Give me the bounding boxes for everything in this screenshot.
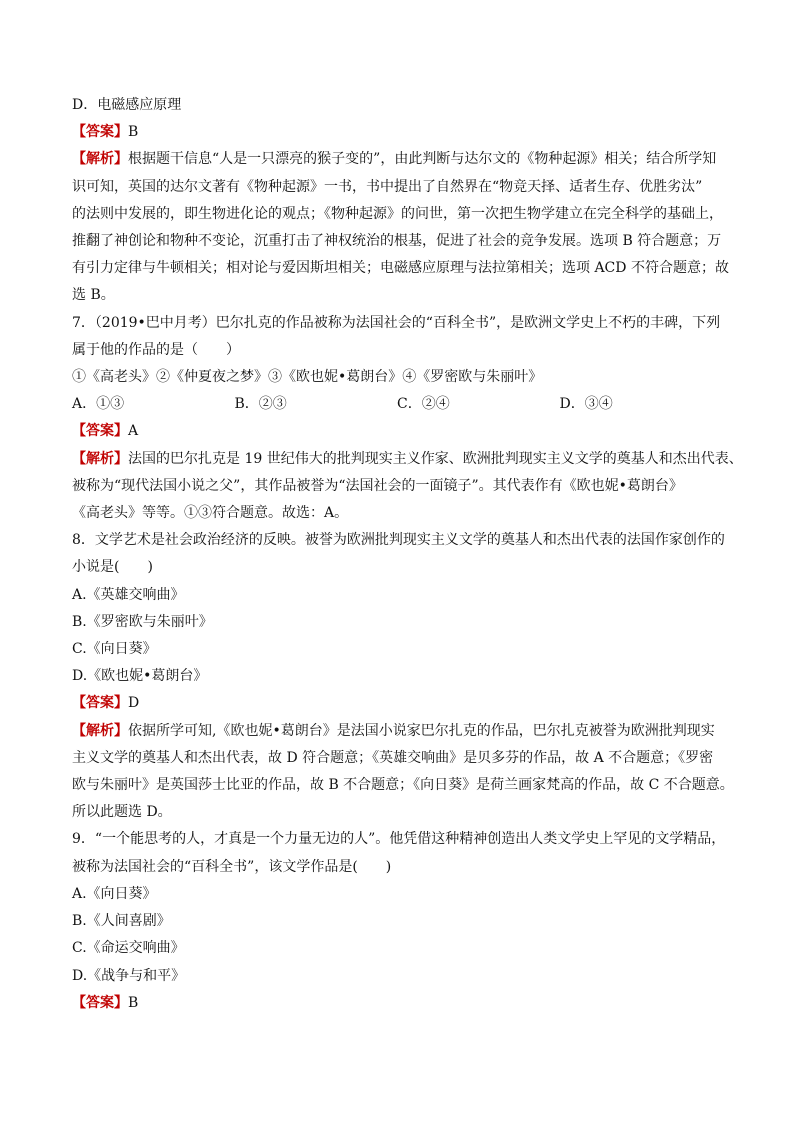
analysis-line (72, 446, 743, 473)
answer-line (72, 418, 722, 445)
line-text: A (128, 423, 139, 440)
text-line: C.《命运交响曲》 (72, 940, 185, 957)
text-line: 小说是( ) (72, 559, 153, 576)
line-text: B (128, 994, 139, 1011)
text-line: A.《向日葵》 (72, 885, 157, 902)
line-text: 法国的巴尔扎克是 19 世纪伟大的批判现实主义作家、欧洲批判现实主义文学的奠基人和杰出代表、 (128, 450, 743, 467)
text-line: 7．（2019•巴中月考）巴尔扎克的作品被称为法国社会的“百科全书”，是欧洲文学史上不朽的丰碑，下列 (72, 314, 721, 331)
text-line: 所以此题选 D。 (72, 804, 172, 821)
answer-tag: 【答案】 (72, 695, 128, 712)
analysis-tag: 【解析】 (72, 151, 128, 168)
answer-line (72, 690, 722, 717)
text-line: D．电磁感应原理 (72, 97, 182, 113)
answer-tag: 【答案】 (72, 423, 128, 440)
line-text: 根据题干信息“人是一只漂亮的猴子变的”，由此判断与达尔文的《物种起源》相关；结合所学知 (128, 151, 717, 168)
text-line: 推翻了神创论和物种不变论，沉重打击了神权统治的根基，促进了社会的竞争发展。选项 B 符合题意；万 (72, 233, 722, 250)
analysis-tag: 【解析】 (72, 722, 128, 739)
text-line: 的法则中发展的，即生物进化论的观点；《物种起源》的问世，第一次把生物学建立在完全科学的基础上， (72, 205, 723, 222)
answer-option: C．②④ (397, 396, 450, 413)
text-line: 识可知，英国的达尔文著有《物种起源》一书，书中提出了自然界在“物竞天择、适者生存、优胜劣汰” (72, 178, 703, 195)
line-text: B (128, 124, 139, 141)
answer-tag: 【答案】 (72, 124, 128, 141)
line-text: 依据所学可知,《欧也妮•葛朗台》是法国小说家巴尔扎克的作品，巴尔扎克被誉为欧洲批判现实 (128, 722, 715, 739)
text-line: 属于他的作品的是（ ） (72, 341, 240, 358)
text-line: 8．文学艺术是社会政治经济的反映。被誉为欧洲批判现实主义文学的奠基人和杰出代表的法国作家创作的 (72, 532, 725, 549)
text-line: ①《高老头》②《仲夏夜之梦》③《欧也妮•葛朗台》④《罗密欧与朱丽叶》 (72, 369, 543, 386)
text-line: 选 B。 (72, 287, 115, 304)
text-line: D.《欧也妮•葛朗台》 (72, 668, 208, 685)
answer-option: D．③④ (559, 396, 613, 413)
text-line: 有引力定律与牛顿相关；相对论与爱因斯坦相关；电磁感应原理与法拉第相关；选项 ACD 不符合题意；故 (72, 260, 729, 277)
text-line: 主义文学的奠基人和杰出代表，故 D 符合题意；《英雄交响曲》是贝多芬的作品，故 A 不合题意；《罗密 (72, 749, 714, 766)
text-line: D.《战争与和平》 (72, 967, 186, 984)
text-line: 被称为“现代法国小说之父”，其作品被誉为“法国社会的一面镜子”。其代表作有《欧也妮•葛朗台》 (72, 477, 683, 494)
question-content (72, 92, 743, 1017)
answer-line (72, 990, 722, 1017)
answer-line (72, 119, 722, 146)
text-line: 9．“一个能思考的人，才真是一个力量无边的人”。他凭借这种精神创造出人类文学史上罕见的文学精品， (72, 831, 726, 848)
text-line: A.《英雄交响曲》 (72, 586, 185, 603)
text-line: C.《向日葵》 (72, 641, 157, 658)
answer-option: B．②③ (234, 396, 287, 413)
line-text: D (128, 695, 140, 712)
analysis-line (72, 718, 722, 745)
text-line: B.《人间喜剧》 (72, 913, 171, 930)
text-line: 被称为法国社会的“百科全书”，该文学作品是( ) (72, 858, 392, 875)
answer-options-row (72, 391, 722, 418)
analysis-line (72, 146, 722, 173)
analysis-tag: 【解析】 (72, 450, 128, 467)
text-line: B.《罗密欧与朱丽叶》 (72, 613, 213, 630)
answer-option: A．①③ (72, 396, 125, 413)
answer-tag: 【答案】 (72, 994, 128, 1011)
text-line: 《高老头》等等。①③符合题意。故选：A。 (72, 505, 349, 522)
text-line: 欧与朱丽叶》是英国莎士比亚的作品，故 B 不合题意；《向日葵》是荷兰画家梵高的作品，故 C 不合题意。 (72, 777, 734, 794)
